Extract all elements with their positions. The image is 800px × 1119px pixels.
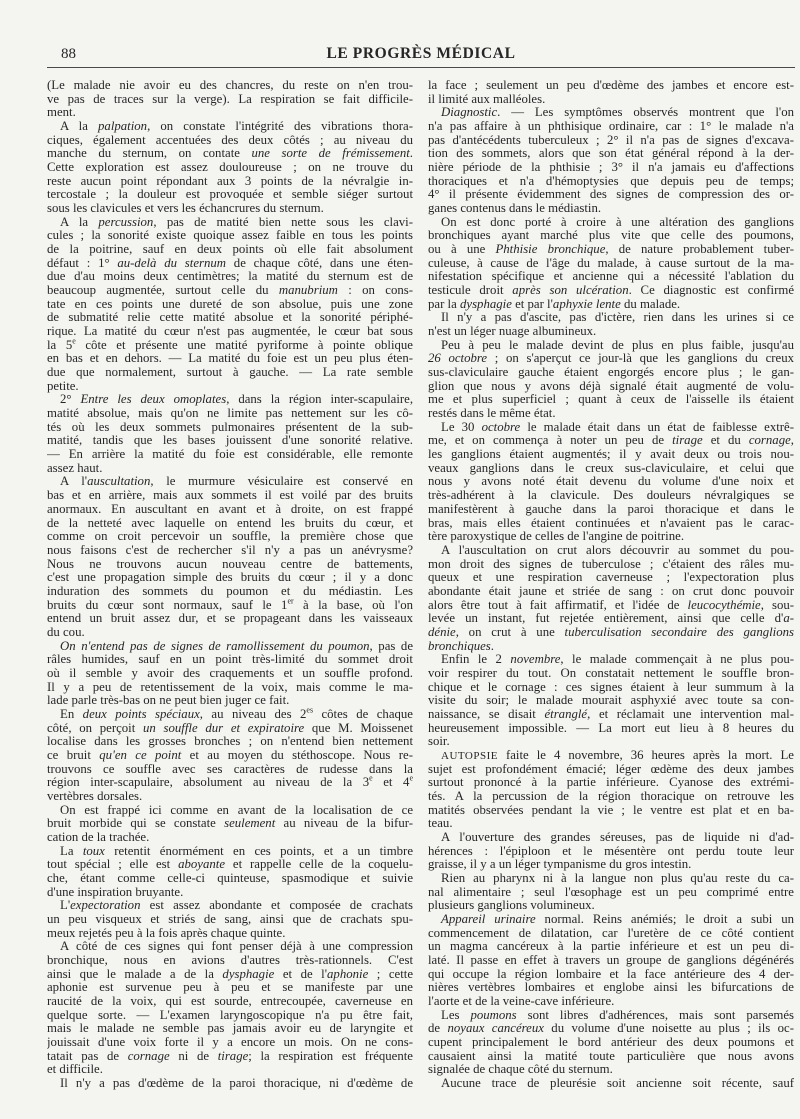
text-line: commencement de dilatation, car l'uretère de ce côté contient: [428, 926, 794, 940]
text-line: Cette exploration est assez douloureuse ; on ne trouve du: [47, 161, 413, 175]
text-line: [47, 393, 413, 407]
paragraph: [47, 804, 413, 845]
text-line: quelque sorte. — L'examen laryngoscopique n'a pu être fait,: [47, 1008, 413, 1022]
text-line: [428, 612, 794, 626]
text-line: n'a pas affaire à un phthisique ordinaire, car : 1° le malade n'a: [428, 120, 794, 134]
text-line: signalée de chaque côté du sternum.: [428, 1063, 613, 1077]
text-line: vertèbres dorsales.: [47, 789, 143, 803]
text-line: [428, 599, 794, 613]
italic-text: étranglé: [544, 707, 588, 721]
italic-text: deux points spéciaux: [82, 707, 200, 721]
text-run: , sou-: [760, 598, 794, 612]
text-line: et difficile.: [47, 1063, 103, 1077]
text-line: [428, 626, 794, 640]
text-line: [47, 899, 413, 913]
paragraph: [428, 421, 794, 544]
text-run: levée un instant, fut rejetée entièrement, ainsi que celle d': [428, 612, 784, 626]
text-run: tout spécial ; elle est: [47, 858, 179, 872]
italic-text: dysphagie: [222, 967, 275, 981]
italic-text: bronchiques: [428, 639, 491, 653]
text-run: bruits du cœur sont normaux, sauf le 1: [47, 598, 288, 612]
text-line: pas d'antécédents tuberculeux ; 2° il n'a pas de signes d'excava-: [428, 133, 794, 147]
text-line: [47, 339, 413, 353]
text-run: retentit énormément en ces points, et a un timbre: [104, 844, 413, 858]
right-column: [428, 79, 794, 1091]
text-line: [47, 475, 413, 489]
paragraph: [47, 79, 413, 120]
paragraph: [428, 1009, 794, 1077]
text-run: faite le 4 novembre, 36 heures après la mort. Le: [497, 748, 794, 762]
superscript: e: [409, 776, 413, 783]
text-line: due que normalement, surtout à gauche. — La rate semble: [47, 366, 413, 380]
italic-text: noyaux cancéreux: [447, 1022, 544, 1036]
text-line: [47, 599, 413, 613]
text-line: [47, 120, 413, 134]
italic-text: palpation: [98, 120, 148, 134]
text-line: thoraciques et n'a d'hémoptysies que depuis peu de temps;: [428, 174, 794, 188]
text-line: — En arrière la matité du foie est considérable, elle remonte: [47, 448, 413, 462]
text-line: en bas et en dehors. — La matité du foie est un peu plus éten-: [47, 352, 413, 366]
italic-text: au-delà du sternum: [117, 256, 227, 270]
text-run: ce bruit: [47, 748, 100, 762]
text-line: ciques, également accentuées des deux côtés ; au niveau du: [47, 133, 413, 147]
text-run: et au moyen du stéthoscope. Nous re-: [181, 748, 413, 762]
text-run: , de nature probablement tuber-: [605, 243, 794, 257]
text-line: [428, 1022, 794, 1036]
text-line: la face ; seulement un peu d'œdème des jambes et encore est-: [428, 79, 794, 92]
text-line: Il n'y a pas d'œdème de la paroi thoracique, ni d'œdème de: [60, 1077, 413, 1091]
text-line: soir.: [428, 735, 450, 749]
text-line: [428, 243, 794, 257]
text-line: nifestation spécifique et ancienne qui a nécessité l'ablation du: [428, 270, 794, 284]
text-run: , et réclamait une intervention mal-: [587, 707, 794, 721]
text-line: causaient ainsi la matité toute particulière que nous avons: [428, 1049, 794, 1063]
paragraph: [428, 913, 794, 1009]
text-line: nières vertèbres lombaires et englobe ainsi les bifurcations de: [428, 981, 794, 995]
paragraph: [47, 640, 413, 708]
paragraph: [428, 749, 794, 831]
text-line: de submatité relie cette matité absolue et la sonorité périphé-: [47, 311, 413, 325]
text-line: d'une inspiration bruyante.: [47, 885, 184, 899]
paragraph: [428, 831, 794, 872]
superscript: es: [306, 707, 314, 715]
text-line: glion que nous y avons déjà signalé était augmenté de volu-: [428, 379, 794, 393]
text-line: [47, 749, 413, 763]
small-caps-text: AUTOPSIE: [441, 749, 498, 762]
text-run: , dans la région inter-scapulaire,: [226, 393, 413, 407]
text-run: me, et on commença à noter un peu de: [428, 434, 673, 448]
text-line: A côté de ces signes qui font penser déjà à une compression: [60, 940, 413, 954]
text-line: meux rejetés peu à la fois après chaque quinte.: [47, 926, 286, 940]
text-run: , le malade commençait à ne plus pou-: [560, 653, 794, 667]
text-run: alors être tout à fait affirmatif, et l'idée de: [428, 598, 688, 612]
paragraph: [47, 899, 413, 940]
text-run: Les: [441, 1008, 471, 1022]
text-line: [47, 1050, 413, 1064]
text-line: nous y avons noté était devenu du volume d'une noix et: [428, 475, 794, 489]
text-run: L': [60, 899, 71, 913]
text-line: On est donc porté à croire à une altération des ganglions: [441, 215, 794, 229]
text-line: rique. La matité du cœur n'est pas augmentée, le cœur bat sous: [47, 325, 413, 339]
text-line: assez haut.: [47, 461, 103, 475]
text-run: ; cette: [368, 967, 413, 981]
text-line: [428, 106, 794, 120]
text-run: A la: [60, 120, 99, 134]
text-line: sus-claviculaire gauche étaient engorgés encore plus ; le gan-: [428, 366, 794, 380]
italic-text: tirage: [217, 1049, 249, 1063]
text-line: qui occupe la région lombaire et la face antérieure des 4 der-: [428, 967, 794, 981]
text-run: et 4: [372, 776, 410, 790]
text-line: matité absolue, mais qu'on ne limite pas nettement sur les cô-: [47, 407, 413, 421]
text-line: cupent principalement le bord antérieur des deux poumons et: [428, 1036, 794, 1050]
header-rule: [47, 67, 795, 68]
text-run: , le murmure vésiculaire est conservé en: [150, 475, 413, 489]
text-line: veaux ganglions dans le creux sus-claviculaire, et celui que: [428, 461, 794, 475]
text-line: comme on croit percevoir un souffle, la première chose que: [47, 530, 413, 544]
left-column: [47, 79, 413, 1091]
text-run: ,: [790, 434, 794, 448]
paragraph: [428, 216, 794, 312]
text-line: On est frappé ici comme en avant de la localisation de ce: [60, 803, 413, 817]
text-line: les ganglions étaient augmentés; il y avait deux ou trois nou-: [428, 448, 794, 462]
italic-text: aphyxie lente: [552, 297, 621, 311]
text-line: [428, 298, 794, 312]
text-line: queux et une respiration caverneuse ; l'expectoration plus: [428, 571, 794, 585]
text-run: A la: [60, 215, 99, 229]
text-run: La: [60, 844, 83, 858]
text-line: [428, 421, 794, 435]
text-line: [428, 749, 794, 763]
text-run: à la base, où l'on: [293, 598, 413, 612]
italic-text: On n'entend pas de signes de ramollissement du poumon: [60, 639, 370, 653]
text-line: Aucune trace de pleurésie soit ancienne soit récente, sauf: [441, 1077, 794, 1091]
text-line: raucité de la voix, qui est sourde, entrecoupée, caverneuse en: [47, 995, 413, 1009]
text-run: côtes de chaque: [313, 707, 413, 721]
text-line: plusieurs ganglions volumineux.: [428, 899, 595, 913]
text-run: est assez abondante et composée de crachats: [140, 899, 413, 913]
text-line: de la netteté avec laquelle on entend les bruits du cœur, et: [47, 516, 413, 530]
text-run: défaut : 1°: [47, 256, 118, 270]
text-line: [47, 968, 413, 982]
text-line: culeuse, à cause de l'âge du malade, à cause surtout de la ma-: [428, 256, 794, 270]
text-line: ganes contenus dans le médiastin.: [428, 202, 602, 216]
italic-text: seulement: [224, 817, 276, 831]
text-run: de: [428, 1022, 448, 1036]
paragraph: [47, 1077, 413, 1091]
text-line: Peu à peu le malade devint de plus en plus faible, jusqu'au: [441, 338, 794, 352]
text-line: voir respirer du tout. On constatait nettement le souffle bron-: [428, 666, 794, 680]
text-line: tés. A la percussion de la région thoracique on retrouve les: [428, 789, 794, 803]
text-run: 2°: [60, 393, 81, 407]
text-line: teau.: [428, 817, 453, 831]
text-run: tatait pas de: [47, 1049, 128, 1063]
paragraph: [47, 845, 413, 900]
text-line: Rien au pharynx ni à la langue non plus qu'au reste du ca-: [441, 871, 794, 885]
text-line: où il semble y avoir des craquements et un souffle profond.: [47, 666, 413, 680]
paragraph: [428, 872, 794, 913]
text-run: , pas de matité bien nette sous les clavi-: [153, 215, 413, 229]
text-line: heureusement impossible. — La mort eut lieu à 8 heures du: [428, 721, 794, 735]
text-line: visite du soir; le malade mourait asphyxié avec toute sa con-: [428, 694, 794, 708]
text-line: bas et en arrière, mais aux sommets il est voilé par des bruits: [47, 489, 413, 503]
paragraph: [47, 393, 413, 475]
paragraph: [47, 708, 413, 804]
text-line: restés dans le même état.: [428, 407, 556, 421]
text-line: [47, 708, 413, 722]
text-line: anormaux. En auscultant en avant et à droite, on est frappé: [47, 502, 413, 516]
text-run: côté, on perçoit: [47, 721, 143, 735]
journal-title: LE PROGRÈS MÉDICAL: [326, 45, 516, 62]
text-line: [428, 653, 794, 667]
text-line: tés où les deux sommets pulmonaires présentent de la sub-: [47, 420, 413, 434]
text-run: par la: [428, 297, 460, 311]
italic-text: qu'en ce point: [99, 748, 182, 762]
paragraph: [428, 653, 794, 749]
text-line: [428, 640, 794, 654]
text-line: nière période de la phthisie ; 3° il n'a jamais eu d'affections: [428, 161, 794, 175]
paragraph: [47, 120, 413, 216]
text-run: A l': [60, 475, 88, 489]
text-run: que M. Moissenet: [304, 721, 413, 735]
text-line: nal alimentaire ; seul l'œsophage est un peu comprimé entre: [428, 885, 794, 899]
italic-text: octobre: [481, 420, 521, 434]
text-run: du malade.: [620, 297, 681, 311]
text-run: Enfin le 2: [441, 653, 511, 667]
text-line: surtout prononcé à la partie inférieure. Cyanose des extrémi-: [428, 776, 794, 790]
text-run: et de l': [274, 967, 328, 981]
superscript: e: [72, 338, 76, 346]
text-line: laté. Il passe en effet à travers un groupe de ganglions dégénérés: [428, 954, 794, 967]
italic-text: 26 octobre: [428, 352, 488, 366]
text-line: chique et le cornage : ces signes étaient à leur summum à la: [428, 680, 794, 694]
text-line: bronchique, nous en avions d'autres très-rationnels. C'est: [47, 954, 413, 967]
text-run: et par l': [511, 297, 553, 311]
text-line: très-adhérent à la clavicule. Des douleurs névralgiques se: [428, 489, 794, 503]
text-line: matités observées pendant la vie ; le ventre est plat et en ba-: [428, 803, 794, 817]
italic-text: Entre les deux omoplates: [80, 393, 227, 407]
text-line: [47, 257, 413, 271]
text-line: n'est un léger nuage albumineux.: [428, 325, 597, 339]
text-line: due d'au moins deux centimètres; la matité du sternum est de: [47, 270, 413, 284]
text-line: aphonie est survenue peu à peu et se manifeste par une: [47, 981, 413, 995]
text-run: ou à une: [428, 243, 496, 257]
paragraph: [428, 544, 794, 653]
text-line: bras, mais elles étaient continuées et n'avaient pas le carac-: [428, 516, 794, 530]
text-line: un peu visqueux et striés de sang, ainsi que de crachats spu-: [47, 912, 413, 926]
text-line: cation de la trachée.: [47, 830, 150, 844]
text-line: bronchiques ayant marché plus vite que celle des poumons,: [428, 229, 794, 243]
paragraph: [428, 339, 794, 421]
text-line: [428, 284, 794, 298]
text-run: normal. Reins anémiés; le droit a subi un: [535, 912, 794, 926]
text-line: [428, 1009, 794, 1023]
text-line: sous les clavicules et vers les échancrures du sternum.: [47, 202, 324, 216]
text-line: A l'ouverture des grandes séreuses, pas de liquide ni d'ad-: [441, 830, 794, 844]
text-line: cules ; la sonorité existe quoique assez faible en tous les points: [47, 229, 413, 243]
italic-text: Diagnostic: [441, 106, 498, 120]
italic-text: auscultation: [87, 475, 151, 489]
text-line: Il y a peu de retentissement de la voix, mais comme le ma-: [47, 680, 413, 694]
text-line: [47, 284, 413, 298]
text-line: 4° il présente évidemment des signes de compression des or-: [428, 188, 794, 202]
paragraph: [428, 79, 794, 106]
superscript: e: [369, 776, 373, 783]
text-line: tercostale ; la douleur est provoquée et semble siéger surtout: [47, 188, 413, 202]
text-run: et du: [702, 434, 749, 448]
italic-text: cornage: [748, 434, 791, 448]
italic-text: poumons: [470, 1008, 517, 1022]
text-run: ni de: [169, 1049, 218, 1063]
text-line: lade parle très-bas on ne peut bien juger ce fait.: [47, 694, 290, 708]
text-line: du cou.: [47, 625, 85, 639]
running-head: [47, 44, 795, 64]
text-line: abondante était jaune et striée de sang : on crut donc pouvoir: [428, 584, 794, 598]
italic-text: aboyante: [178, 858, 226, 872]
text-line: de la poitrine, sauf en deux points où elle fait absolument: [47, 243, 413, 257]
text-run: de chaque côté, dans une éten-: [226, 256, 413, 270]
italic-text: novembre: [510, 653, 561, 667]
text-run: : on cons-: [337, 284, 413, 298]
text-run: En: [60, 707, 83, 721]
text-line: [428, 352, 794, 366]
text-line: [47, 776, 413, 790]
text-line: mais le malade ne semble pas jamais avoir eu de laryngite et: [47, 1022, 413, 1036]
text-line: [47, 845, 413, 859]
text-run: ; la respiration est fréquente: [248, 1049, 413, 1063]
text-line: râles humides, sauf en un point très-limité du sommet droit: [47, 653, 413, 667]
italic-text: a-: [783, 612, 794, 626]
paragraph: [428, 1077, 794, 1091]
text-line: Nous ne trouvons aucun nouveau centre de battements,: [47, 557, 413, 571]
text-line: reste aucun point répondant aux 3 points de la névralgie in-: [47, 174, 413, 188]
italic-text: percussion: [98, 215, 154, 229]
text-run: côte et présente une matité pyriforme à pointe oblique: [75, 338, 413, 352]
text-line: ment.: [47, 106, 76, 120]
text-line: c'est une propagation simple des bruits du cœur ; il y a donc: [47, 571, 413, 585]
text-line: ve pas de traces sur la verge). La respiration se fait difficile-: [47, 92, 413, 106]
text-line: tère paroxystique de celles de l'angine de poitrine.: [428, 530, 685, 544]
italic-text: expectoration: [70, 899, 141, 913]
italic-text: Appareil urinaire: [441, 912, 536, 926]
text-line: entend un bruit assez dur, et se propageant dans les vaisseaux: [47, 612, 413, 626]
italic-text: toux: [82, 844, 105, 858]
text-line: il limité aux malléoles.: [428, 92, 546, 106]
text-line: [47, 722, 413, 736]
text-line: induration des sommets du poumon et du médiastin. Les: [47, 584, 413, 598]
text-run: Le 30: [441, 420, 482, 434]
italic-text: tuberculisation secondaire des ganglions: [564, 625, 794, 639]
text-line: nous faisons c'est de rechercher s'il n'y a pas un anévrysme?: [47, 543, 413, 557]
text-line: [47, 858, 413, 872]
italic-text: Phthisie bronchique: [495, 243, 606, 257]
text-run: .: [409, 147, 413, 161]
text-line: [47, 817, 413, 831]
superscript: er: [287, 598, 294, 606]
text-run: région inter-scapulaire, absolument au niveau de la 3: [47, 776, 370, 790]
text-run: beaucoup augmentée, surtout celle du: [47, 284, 279, 298]
text-run: au niveau de la bifur-: [275, 817, 413, 831]
italic-text: une sorte de frémissement: [251, 147, 410, 161]
text-line: [47, 216, 413, 230]
text-run: ainsi que le malade a de la: [47, 967, 223, 981]
text-line: A l'auscultation on crut alors découvrir au sommet du pou-: [441, 543, 794, 557]
paragraph: [47, 475, 413, 639]
text-run: . — Les symptômes observés montrent que l'on: [497, 106, 794, 120]
text-line: tion des sommets, alors que son état général répond à la der-: [428, 147, 794, 161]
text-run: .: [490, 639, 494, 653]
italic-text: dénie: [428, 625, 456, 639]
italic-text: un souffle dur et expiratoire: [143, 721, 305, 735]
text-run: , pas de: [369, 639, 413, 653]
text-line: matité, tandis que les bases jouissent d'une sonorité relative.: [47, 434, 413, 448]
text-run: naissance, se disait: [428, 707, 545, 721]
text-run: , on constate l'intégrité des vibrations thora-: [147, 120, 413, 134]
text-line: Il n'y a pas d'ascite, pas d'ictère, rien dans les urines si ce: [441, 311, 794, 325]
text-line: [428, 913, 794, 927]
text-run: , au niveau des 2: [199, 707, 307, 721]
text-run: , on crut à une: [455, 625, 565, 639]
italic-text: cornage: [127, 1049, 170, 1063]
italic-text: aphonie: [327, 967, 369, 981]
paragraph: [428, 311, 794, 338]
text-run: du volume d'une noisette au plus ; ils oc-: [543, 1022, 794, 1036]
text-line: un magma cancéreux à la partie inférieure et est un peu di-: [428, 940, 794, 954]
paragraph: [47, 216, 413, 394]
text-line: manifestèrent à gauche dans la paroi thoracique et dans le: [428, 502, 794, 516]
italic-text: tirage: [672, 434, 703, 448]
italic-text: leucocythémie: [687, 598, 761, 612]
text-run: bruit morbide qui se constate: [47, 817, 225, 831]
italic-text: après son ulcération: [512, 284, 629, 298]
text-line: l'aorte et de la veine-cave inférieure.: [428, 995, 615, 1009]
text-line: [428, 708, 794, 722]
text-line: petite.: [47, 379, 79, 393]
paragraph: [47, 940, 413, 1077]
page-number: 88: [61, 46, 76, 62]
text-run: sont libres d'adhérences, mais sont parsemés: [516, 1008, 794, 1022]
text-line: (Le malade nie avoir eu des chancres, du reste on n'en trou-: [47, 79, 413, 92]
text-run: manche du sternum, on contate: [47, 147, 252, 161]
paragraph: [428, 106, 794, 215]
text-line: [47, 640, 413, 654]
text-run: . Ce diagnostic est confirmé: [628, 284, 794, 298]
text-line: [47, 147, 413, 161]
text-line: jouissait d'une voix forte il y a encore un mois. On ne cons-: [47, 1036, 413, 1050]
text-run: et rappelle celle de la coquelu-: [225, 858, 413, 872]
text-run: ; on s'aperçut ce jour-là que les ganglions du creux: [487, 352, 794, 366]
text-line: graisse, il y a un léger tympanisme du gros intestin.: [428, 858, 692, 872]
text-line: trouvons ce souffle avec ses caractères de rudesse dans la: [47, 762, 413, 776]
text-line: che, étant comme celle-ci quinteuse, spasmodique et suivie: [47, 871, 413, 885]
text-line: sujet est profondément émacié; léger œdème des deux jambes: [428, 762, 794, 776]
text-line: mon droit des signes de tuberculose ; c'étaient des râles mu-: [428, 557, 794, 571]
text-run: testicule droit: [428, 284, 513, 298]
italic-text: manubrium: [278, 284, 338, 298]
text-line: [428, 434, 794, 448]
text-line: me et plus superficiel ; quant à ceux de l'aisselle ils étaient: [428, 393, 794, 407]
text-line: hérences : l'épiploon et le mésentère ont perdu toute leur: [428, 844, 794, 858]
text-line: tate en ces points une dureté de son absolue, puis une zone: [47, 297, 413, 311]
text-run: le malade était dans un état de faiblesse extrê-: [520, 420, 794, 434]
text-run: la 5: [47, 338, 73, 352]
text-line: localise dans les grosses bronches ; on n'entend bien nettement: [47, 735, 413, 749]
italic-text: dysphagie: [459, 297, 512, 311]
